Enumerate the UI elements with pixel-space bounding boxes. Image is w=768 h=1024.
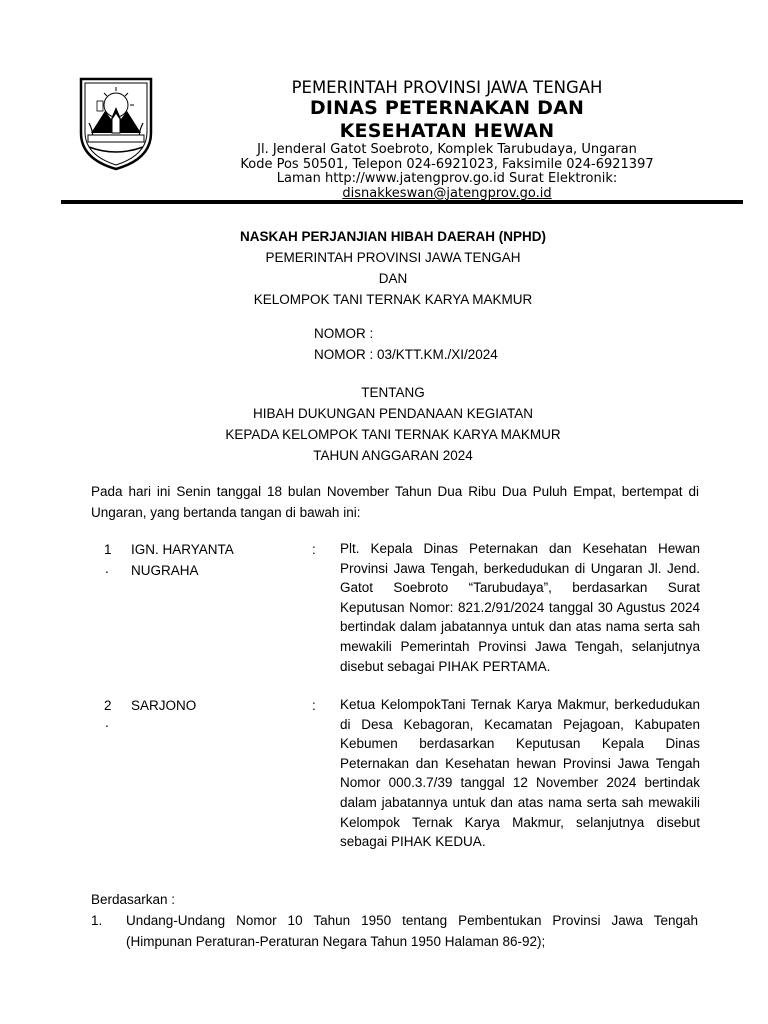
coat-of-arms-icon [75, 75, 157, 171]
title-line-4: KELOMPOK TANI TERNAK KARYA MAKMUR [253, 292, 533, 307]
party-1-colon: : [312, 542, 316, 557]
berdasarkan-label: Berdasarkan : [91, 892, 176, 907]
basis-item-1-number: 1. [91, 913, 103, 928]
party-2-description: Ketua KelompokTani Ternak Karya Makmur, berkedudukan di Desa Kebagoran, Kecamatan Pejagoan, Kabupaten Kebumen berdasarkan Keputusan Kepala Dinas Peternakan dan Kesehatan hewan Provinsi Jawa Tengah Nomor 000.3.7/39 tanggal 12 November 2024 bertindak dalam jabatannya untuk dan atas nama serta sah mewakili Kelompok Ternak Karya Makmur, selanjutnya disebut sebagai PIHAK KEDUA. [340, 697, 700, 850]
government-name: PEMERINTAH PROVINSI JAWA TENGAH [291, 78, 603, 97]
address-line-1: Jl. Jenderal Gatot Soebroto, Komplek Tarubudaya, Ungaran [257, 142, 637, 157]
nomor-line-1: NOMOR : [314, 326, 374, 341]
tentang-line-2: HIBAH DUKUNGAN PENDANAAN KEGIATAN [252, 406, 534, 421]
tentang-line-3: KEPADA KELOMPOK TANI TERNAK KARYA MAKMUR [225, 427, 561, 442]
party-2-colon: : [312, 698, 316, 713]
party-2-number-dot: . [105, 715, 109, 730]
department-name-line-1: DINAS PETERNAKAN DAN [309, 97, 585, 119]
letterhead-divider [61, 200, 743, 204]
party-1-name: IGN. HARYANTA NUGRAHA [131, 542, 234, 578]
title-line-3: DAN [378, 271, 408, 286]
party-2-name: SARJONO [131, 698, 197, 713]
nomor-line-2: NOMOR : 03/KTT.KM./XI/2024 [314, 347, 498, 362]
email-link[interactable]: disnakkeswan@jatengprov.go.id [342, 185, 552, 201]
party-2-number: 2 [104, 698, 112, 713]
department-name-line-2: KESEHATAN HEWAN [339, 120, 555, 142]
tentang-block [61, 382, 725, 466]
document-title [61, 226, 725, 310]
address-line-2: Kode Pos 50501, Telepon 024-6921023, Faksimile 024-6921397 [240, 156, 654, 172]
title-line-1: NASKAH PERJANJIAN HIBAH DAERAH (NPHD) [239, 229, 547, 244]
tentang-line-1: TENTANG [361, 385, 425, 400]
tentang-line-4: TAHUN ANGGARAN 2024 [313, 448, 473, 463]
title-line-2: PEMERINTAH PROVINSI JAWA TENGAH [265, 250, 521, 265]
basis-item-1-text: Undang-Undang Nomor 10 Tahun 1950 tentang Pembentukan Provinsi Jawa Tengah (Himpunan Peraturan-Peraturan Negara Tahun 1950 Halaman 86-92); [126, 913, 698, 949]
letterhead [180, 78, 714, 201]
party-1-number-dot: . [105, 561, 109, 576]
party-1-description: Plt. Kepala Dinas Peternakan dan Kesehatan Hewan Provinsi Jawa Tengah, berkedudukan di Ungaran Jl. Jend. Gatot Soebroto “Tarubudaya”, berdasarkan Surat Keputusan Nomor: 821.2/91/2024 tanggal 30 Agustus 2024 bertindak dalam jabatannya untuk dan atas nama serta sah mewakili Pemerintah Provinsi Jawa Tengah, selanjutnya disebut sebagai PIHAK PERTAMA. [340, 541, 700, 674]
intro-paragraph: Pada hari ini Senin tanggal 18 bulan November Tahun Dua Ribu Dua Puluh Empat, bertempat di Ungaran, yang bertanda tangan di bawah ini: [91, 484, 699, 520]
address-line-3: Laman http://www.jatengprov.go.id Surat Elektronik: [276, 171, 618, 186]
party-1-number: 1 [104, 542, 112, 557]
